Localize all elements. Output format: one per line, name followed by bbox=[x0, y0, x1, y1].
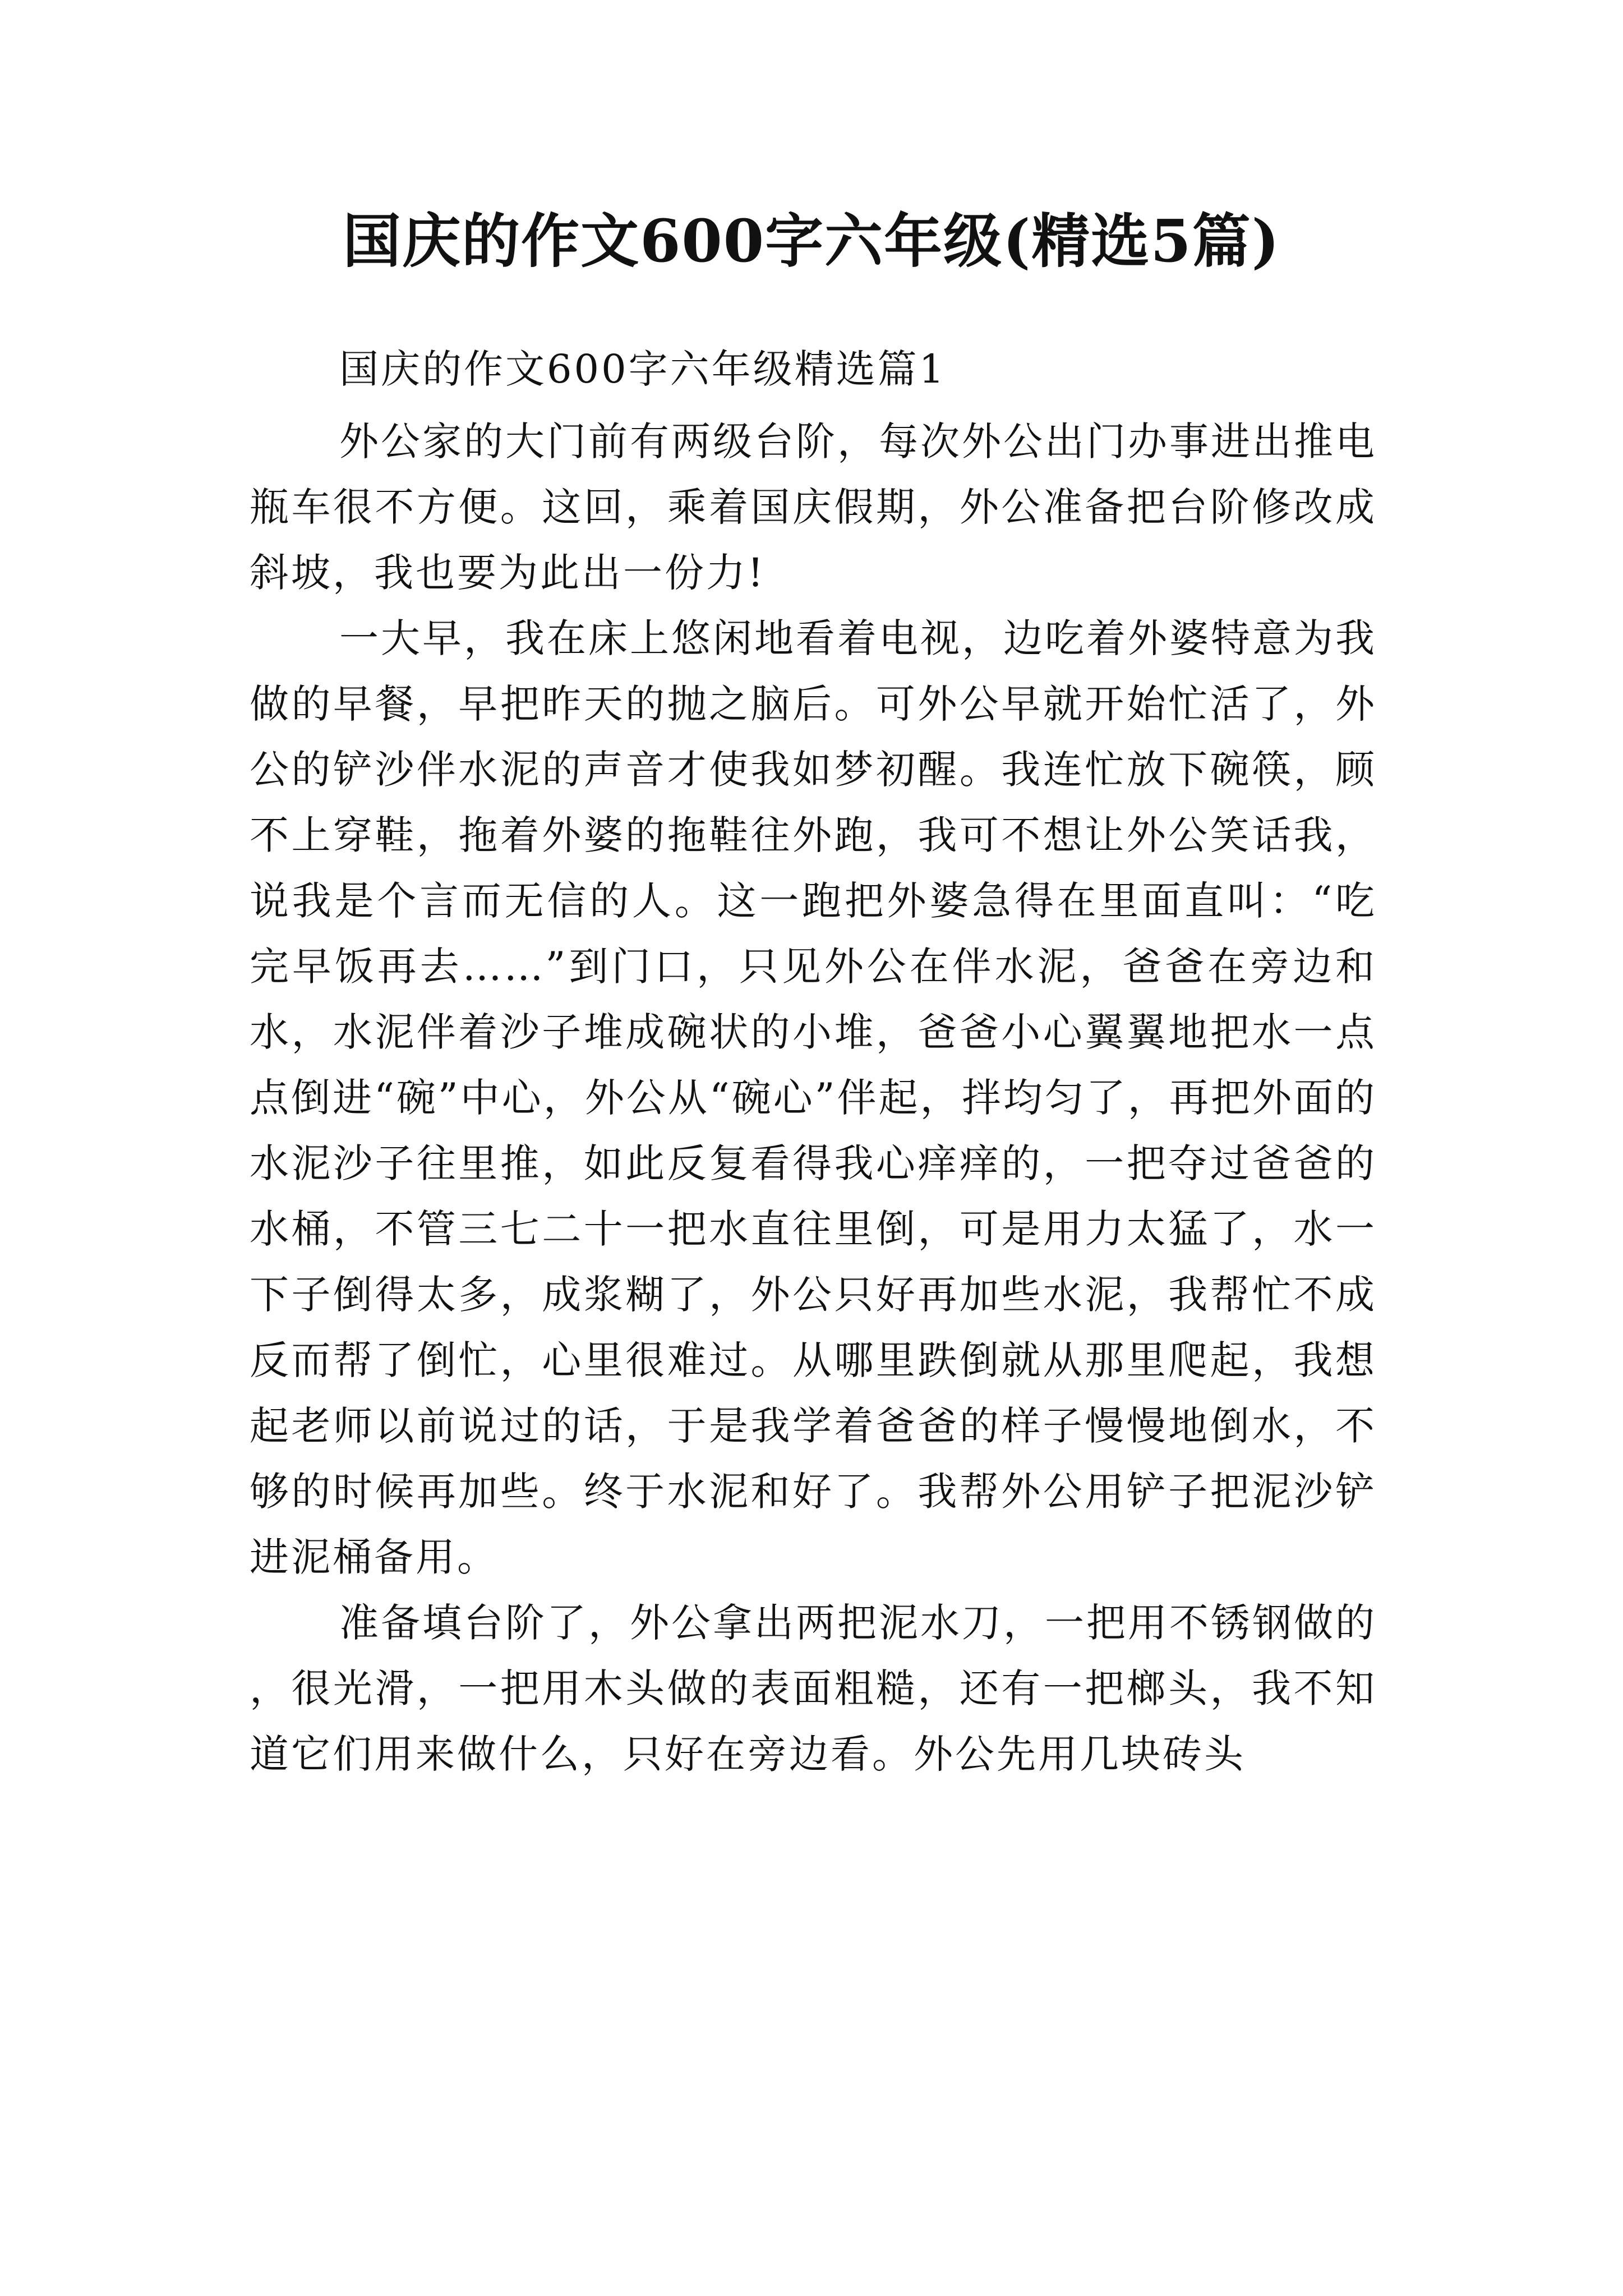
document-body bbox=[250, 337, 1377, 1787]
paragraph: 准备填台阶了，外公拿出两把泥水刀，一把用不锈钢做的，很光滑，一把用木头做的表面粗糙，还有一把榔头，我不知道它们用来做什么，只好在旁边看。外公先用几块砖头 bbox=[250, 1600, 1377, 1777]
section-heading: 国庆的作文600字六年级精选篇1 bbox=[339, 346, 947, 392]
paragraph: 一大早，我在床上悠闲地看着电视，边吃着外婆特意为我做的早餐，早把昨天的抛之脑后。可外公早就开始忙活了，外公的铲沙伴水泥的声音才使我如梦初醒。我连忙放下碗筷，顾不上穿鞋，拖着外婆的拖鞋往外跑，我可不想让外公笑话我，说我是个言而无信的人。这一跑把外婆急得在里面直叫：“吃完早饭再去……”到门口，只见外公在伴水泥，爸爸在旁边和水，水泥伴着沙子堆成碗状的小堆，爸爸小心翼翼地把水一点点倒进“碗”中心，外公从“碗心”伴起，拌均匀了，再把外面的水泥沙子往里推，如此反复看得我心痒痒的，一把夺过爸爸的水桶，不管三七二十一把水直往里倒，可是用力太猛了，水一下子倒得太多，成浆糊了，外公只好再加些水泥，我帮忙不成反而帮了倒忙，心里很难过。从哪里跌倒就从那里爬起，我想起老师以前说过的话，于是我学着爸爸的样子慢慢地倒水，不够的时候再加些。终于水泥和好了。我帮外公用铲子把泥沙铲进泥桶备用。 bbox=[250, 615, 1377, 1580]
paragraph: 外公家的大门前有两级台阶，每次外公出门办事进出推电瓶车很不方便。这回，乘着国庆假期，外公准备把台阶修改成斜坡，我也要为此出一份力! bbox=[250, 418, 1377, 596]
document-title: 国庆的作文600字六年级(精选5篇) bbox=[343, 206, 1280, 275]
